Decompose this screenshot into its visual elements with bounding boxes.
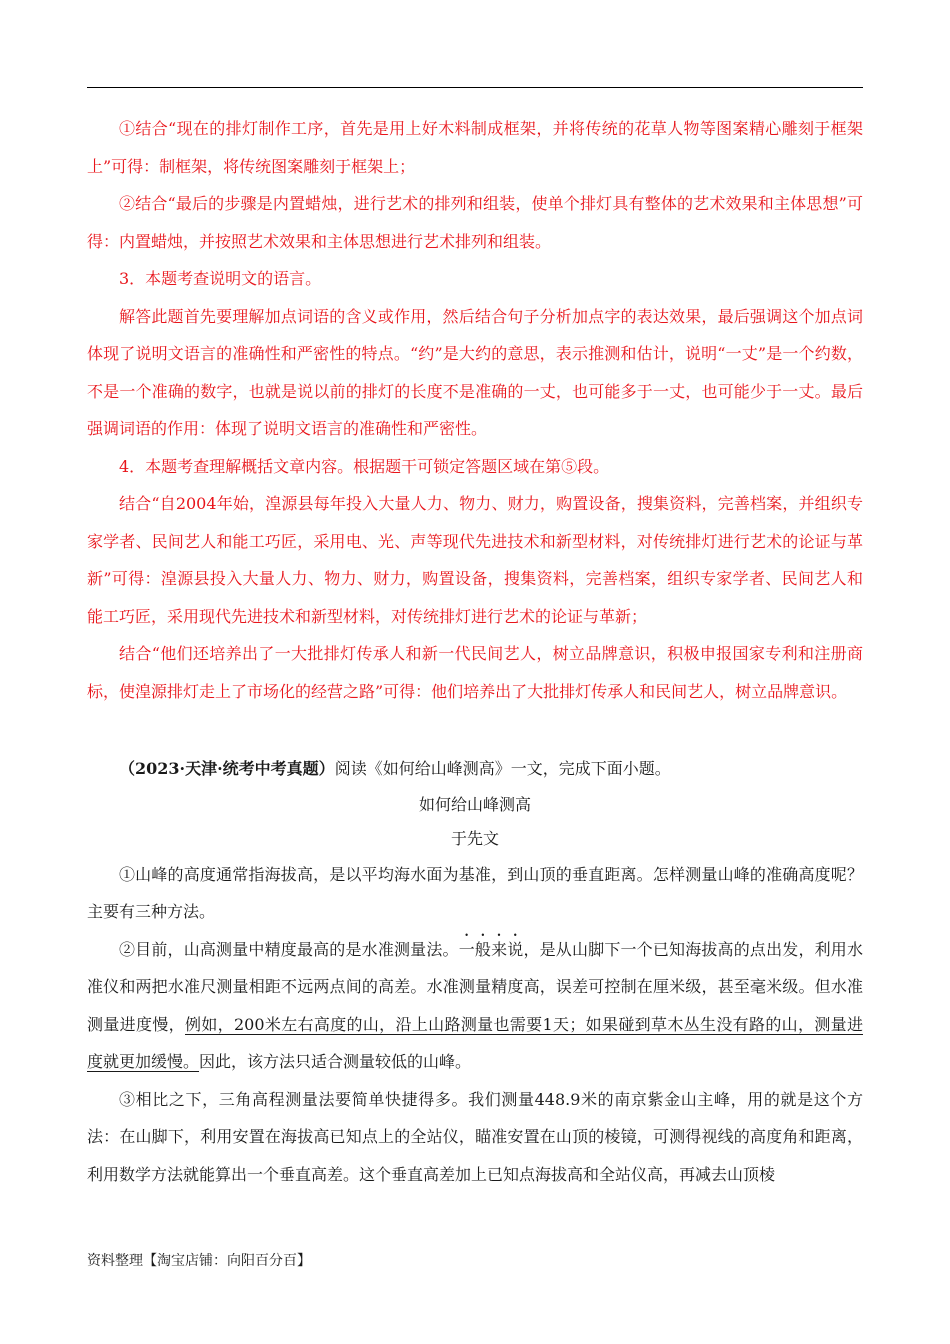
question-intro — [87, 750, 863, 788]
answer-paragraph-3: 解答此题首先要理解加点词语的含义或作用，然后结合句子分析加点字的表达效果，最后强调这个加点词体现了说明文语言的准确性和严密性的特点。“约”是大约的意思，表示推测和估计，说明“一丈”是一个约数，不是一个准确的数字，也就是说以前的排灯的长度不是准确的一丈，也可能多于一丈，也可能少于一丈。最后强调词语的作用：体现了说明文语言的准确性和严密性。 — [87, 306, 863, 438]
answer-paragraph-4b: 结合“他们还培养出了一大批排灯传承人和新一代民间艺人，树立品牌意识，积极申报国家专利和注册商标，使湟源排灯走上了市场化的经营之路”可得：他们培养出了大批排灯传承人和民间艺人，树立品牌意识。 — [87, 644, 863, 701]
answer-paragraph-4a: 结合“自2004年始，湟源县每年投入大量人力、物力、财力，购置设备，搜集资料，完善档案，并组织专家学者、民间艺人和能工巧匠，采用电、光、声等现代先进技术和新型材料，对传统排灯进行艺术的论证与革新”可得：湟源县投入大量人力、物力、财力，购置设备，搜集资料，完善档案，组织专家学者、民间艺人和能工巧匠，采用现代先进技术和新型材料，对传统排灯进行艺术的论证与革新； — [87, 494, 863, 626]
page-footer: 资料整理【淘宝店铺：向阳百分百】 — [87, 1253, 311, 1269]
article-paragraph-2-middle: ，是从山脚下一个已知海拔高的点出发，利用水准仪和两把水准尺测量相距不远两点间的高差。水准测量精度高，误差可控制在厘米级，甚至毫米级。但水准测量进度慢， — [87, 939, 863, 1034]
answer-paragraph-2: ②结合“最后的步骤是内置蜡烛，进行艺术的排列和组装，使单个排灯具有整体的艺术效果和主体思想”可得：内置蜡烛，并按照艺术效果和主体思想进行艺术排列和组装。 — [87, 194, 863, 251]
article-author: 于先文 — [450, 828, 499, 848]
section-spacer — [87, 710, 863, 750]
article-paragraph-2-start: ②目前，山高测量中精度最高的是水准测量法。 — [119, 939, 459, 959]
question-prompt: 阅读《如何给山峰测高》一文，完成下面小题。 — [334, 759, 671, 778]
underlined-sentence: 例如，200米左右高度的山，沿上山路测量也需要1天；如果碰到草木丛生没有路的山，测量进度就更加缓慢。 — [87, 1014, 863, 1071]
answer-heading-4: 4．本题考查理解概括文章内容。根据题干可锁定答题区域在第⑤段。 — [119, 456, 610, 476]
header-rule — [87, 87, 863, 88]
question-source: （2023·天津·统考中考真题） — [119, 759, 335, 778]
answer-heading-3: 3．本题考查说明文的语言。 — [119, 269, 322, 288]
article-title: 如何给山峰测高 — [418, 794, 531, 814]
page-content — [87, 110, 863, 1193]
article-paragraph-3: ③相比之下，三角高程测量法要简单快捷得多。我们测量448.9米的南京紫金山主峰，用的就是这个方法：在山脚下，利用安置在海拔高已知点上的全站仪，瞄准安置在山顶的棱镜，可测得视线的高度角和距离，利用数学方法就能算出一个垂直高差。这个垂直高差加上已知点海拔高和全站仪高，再减去山顶棱 — [87, 1089, 863, 1184]
article-paragraph-2-end: 因此，该方法只适合测量较低的山峰。 — [199, 1052, 472, 1071]
answer-paragraph-1: ①结合“现在的排灯制作工序，首先是用上好木料制成框架，并将传统的花草人物等图案精心雕刻于框架上”可得：制框架，将传统图案雕刻于框架上； — [87, 119, 863, 176]
article-paragraph-2 — [87, 931, 863, 1081]
emphasized-phrase: 一般来说 — [458, 939, 524, 959]
article-paragraph-1: ①山峰的高度通常指海拔高，是以平均海水面为基准，到山顶的垂直距离。怎样测量山峰的准确高度呢？主要有三种方法。 — [87, 864, 863, 921]
